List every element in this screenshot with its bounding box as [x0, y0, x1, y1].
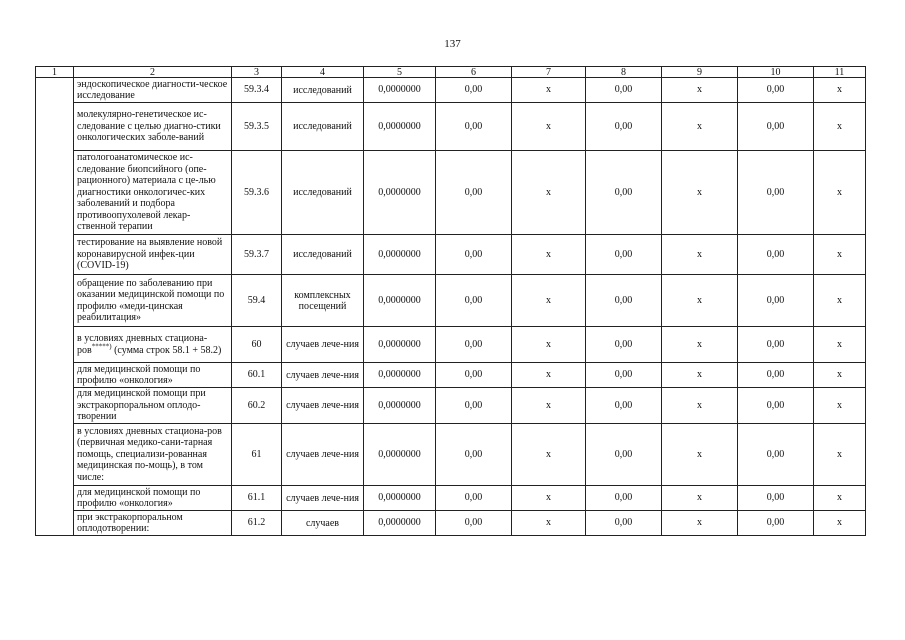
column-header: 3 [232, 67, 282, 78]
row-description: для медицинской помощи по профилю «онкология» [74, 486, 232, 511]
row-code: 61.2 [232, 511, 282, 536]
row-unit: случаев лече-ния [282, 486, 364, 511]
row-description: в условиях дневных стациона-ров (первичная медико-сани-тарная помощь, специализи-рованная медицинская по-мощь), в том числе: [74, 424, 232, 486]
cell-col10: 0,00 [738, 424, 814, 486]
cell-col10: 0,00 [738, 78, 814, 103]
cell-col6: 0,00 [436, 235, 512, 275]
cell-col9: x [662, 424, 738, 486]
row-description: для медицинской помощи при экстракорпоральном оплодо-творении [74, 388, 232, 424]
table-row [36, 363, 866, 388]
cell-col7: x [512, 486, 586, 511]
cell-col8: 0,00 [586, 275, 662, 327]
row-description: для медицинской помощи по профилю «онкология» [74, 363, 232, 388]
cell-col5: 0,0000000 [364, 275, 436, 327]
cell-col9: x [662, 486, 738, 511]
header-row [36, 67, 866, 78]
cell-col5: 0,0000000 [364, 78, 436, 103]
cell-col7: x [512, 388, 586, 424]
row-code: 60.1 [232, 363, 282, 388]
cell-col10: 0,00 [738, 151, 814, 235]
cell-col5: 0,0000000 [364, 363, 436, 388]
cell-col11: x [814, 327, 866, 363]
column-header: 8 [586, 67, 662, 78]
cell-col9: x [662, 235, 738, 275]
row-code: 59.3.6 [232, 151, 282, 235]
cell-col6: 0,00 [436, 486, 512, 511]
cell-col10: 0,00 [738, 235, 814, 275]
column-header: 2 [74, 67, 232, 78]
table-row [36, 327, 866, 363]
row-description-tail: (сумма строк 58.1 + 58.2) [111, 344, 222, 356]
table-row [36, 275, 866, 327]
cell-col7: x [512, 275, 586, 327]
cell-col7: x [512, 151, 586, 235]
row-code: 60 [232, 327, 282, 363]
cell-col9: x [662, 151, 738, 235]
cell-col10: 0,00 [738, 103, 814, 151]
cell-col9: x [662, 275, 738, 327]
column-header: 1 [36, 67, 74, 78]
row-description: при экстракорпоральном оплодотворении: [74, 511, 232, 536]
row-unit: исследований [282, 235, 364, 275]
cell-col9: x [662, 78, 738, 103]
cell-col11: x [814, 78, 866, 103]
row-unit: случаев лече-ния [282, 327, 364, 363]
cell-col5: 0,0000000 [364, 388, 436, 424]
cell-col8: 0,00 [586, 151, 662, 235]
footnote-marker: *****) [91, 342, 112, 351]
row-number-cell [36, 78, 74, 536]
column-header: 5 [364, 67, 436, 78]
row-code: 61.1 [232, 486, 282, 511]
cell-col10: 0,00 [738, 486, 814, 511]
row-code: 60.2 [232, 388, 282, 424]
cell-col5: 0,0000000 [364, 235, 436, 275]
row-unit: случаев лече-ния [282, 388, 364, 424]
table-row [36, 103, 866, 151]
row-code: 59.3.4 [232, 78, 282, 103]
cell-col9: x [662, 388, 738, 424]
cell-col10: 0,00 [738, 275, 814, 327]
cell-col6: 0,00 [436, 363, 512, 388]
cell-col9: x [662, 511, 738, 536]
row-code: 59.3.5 [232, 103, 282, 151]
cell-col6: 0,00 [436, 511, 512, 536]
cell-col8: 0,00 [586, 363, 662, 388]
cell-col7: x [512, 424, 586, 486]
cell-col5: 0,0000000 [364, 327, 436, 363]
cell-col7: x [512, 511, 586, 536]
cell-col8: 0,00 [586, 511, 662, 536]
row-description: эндоскопическое диагности-ческое исследование [74, 78, 232, 103]
row-description [74, 327, 232, 363]
cell-col11: x [814, 486, 866, 511]
cell-col11: x [814, 424, 866, 486]
column-header: 10 [738, 67, 814, 78]
column-header: 9 [662, 67, 738, 78]
cell-col6: 0,00 [436, 151, 512, 235]
cell-col11: x [814, 103, 866, 151]
cell-col8: 0,00 [586, 78, 662, 103]
cell-col8: 0,00 [586, 103, 662, 151]
row-code: 61 [232, 424, 282, 486]
cell-col5: 0,0000000 [364, 511, 436, 536]
row-description: тестирование на выявление новой коронавирусной инфек-ции (COVID-19) [74, 235, 232, 275]
cell-col6: 0,00 [436, 327, 512, 363]
cell-col7: x [512, 327, 586, 363]
cell-col10: 0,00 [738, 327, 814, 363]
cell-col10: 0,00 [738, 363, 814, 388]
cell-col8: 0,00 [586, 424, 662, 486]
cell-col11: x [814, 388, 866, 424]
cell-col9: x [662, 327, 738, 363]
cell-col11: x [814, 275, 866, 327]
row-description: обращение по заболеванию при оказании медицинской помощи по профилю «меди-цинская реабилитация» [74, 275, 232, 327]
row-code: 59.4 [232, 275, 282, 327]
row-description: патологоанатомическое ис-следование биопсийного (опе-рационного) материала с це-лью диагностики онкологичес-ких заболеваний и подбора противоопухолевой лекар-ственной терапии [74, 151, 232, 235]
cell-col7: x [512, 363, 586, 388]
row-description-text: в условиях дневных стациона-ров [77, 333, 208, 356]
row-unit: случаев лече-ния [282, 363, 364, 388]
cell-col11: x [814, 151, 866, 235]
row-unit: случаев [282, 511, 364, 536]
cell-col8: 0,00 [586, 486, 662, 511]
cell-col6: 0,00 [436, 275, 512, 327]
row-unit: исследований [282, 151, 364, 235]
column-header: 4 [282, 67, 364, 78]
cell-col8: 0,00 [586, 388, 662, 424]
table-row [36, 78, 866, 103]
cell-col10: 0,00 [738, 511, 814, 536]
table-row [36, 486, 866, 511]
cell-col8: 0,00 [586, 235, 662, 275]
cell-col8: 0,00 [586, 327, 662, 363]
column-header: 7 [512, 67, 586, 78]
row-code: 59.3.7 [232, 235, 282, 275]
row-unit: случаев лече-ния [282, 424, 364, 486]
cell-col11: x [814, 363, 866, 388]
cell-col10: 0,00 [738, 388, 814, 424]
table-row [36, 424, 866, 486]
cell-col5: 0,0000000 [364, 151, 436, 235]
data-table [35, 66, 866, 536]
cell-col7: x [512, 235, 586, 275]
cell-col11: x [814, 511, 866, 536]
cell-col11: x [814, 235, 866, 275]
cell-col6: 0,00 [436, 388, 512, 424]
cell-col5: 0,0000000 [364, 486, 436, 511]
cell-col7: x [512, 78, 586, 103]
row-unit: исследований [282, 78, 364, 103]
cell-col7: x [512, 103, 586, 151]
table-row [36, 235, 866, 275]
cell-col6: 0,00 [436, 103, 512, 151]
table-row [36, 151, 866, 235]
column-header: 11 [814, 67, 866, 78]
cell-col9: x [662, 363, 738, 388]
row-unit: исследований [282, 103, 364, 151]
column-header: 6 [436, 67, 512, 78]
cell-col6: 0,00 [436, 78, 512, 103]
table-row [36, 388, 866, 424]
row-unit: комплексных посещений [282, 275, 364, 327]
row-description: молекулярно-генетическое ис-следование с целью диагно-стики онкологических заболе-ваний [74, 103, 232, 151]
page-number: 137 [444, 38, 461, 50]
cell-col6: 0,00 [436, 424, 512, 486]
table-row [36, 511, 866, 536]
cell-col5: 0,0000000 [364, 103, 436, 151]
cell-col5: 0,0000000 [364, 424, 436, 486]
cell-col9: x [662, 103, 738, 151]
